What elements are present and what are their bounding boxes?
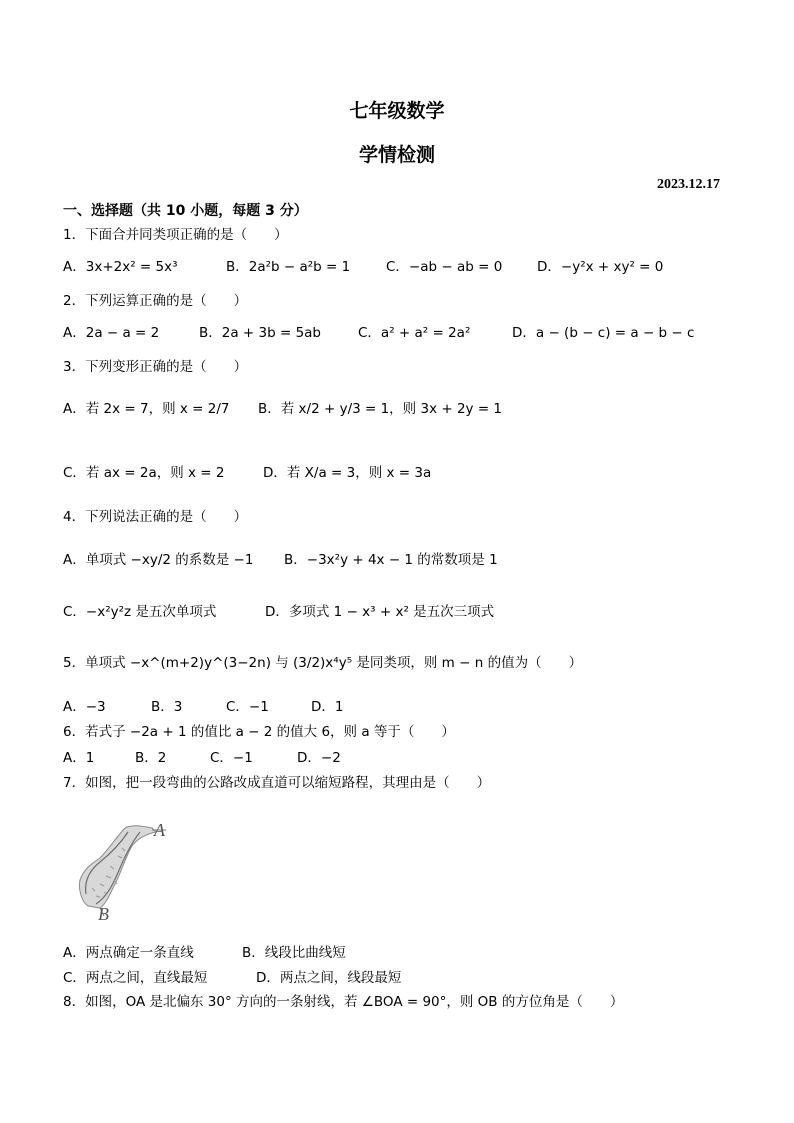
q1-option-c: C．−ab − ab = 0 xyxy=(386,259,503,275)
q2-option-a: A．2a − a = 2 xyxy=(63,325,160,341)
q5-option-b: B．3 xyxy=(151,699,183,715)
exam-date: 2023.12.17 xyxy=(657,177,720,192)
q5-option-a: A．−3 xyxy=(63,699,106,715)
section-heading: 一、选择题（共 10 小题，每题 3 分） xyxy=(63,203,308,219)
q6-option-d: D．−2 xyxy=(297,750,341,766)
q6-option-c: C．−1 xyxy=(210,750,253,766)
curved-road-figure xyxy=(70,818,180,930)
q7-option-c: C．两点之间，直线最短 xyxy=(63,970,208,986)
q1-option-a: A．3x+2x² = 5x³ xyxy=(63,259,178,275)
figure-label-a: A xyxy=(154,820,165,840)
q4-option-a: A．单项式 −xy/2 的系数是 −1 xyxy=(63,552,254,568)
q1-option-b: B．2a²b − a²b = 1 xyxy=(226,259,351,275)
q3-option-c: C．若 ax = 2a，则 x = 2 xyxy=(63,465,225,481)
q6-option-b: B．2 xyxy=(135,750,167,766)
q2-option-c: C．a² + a² = 2a² xyxy=(358,325,471,341)
question-3-stem: 3．下列变形正确的是（ ） xyxy=(63,359,248,375)
q5-option-c: C．−1 xyxy=(226,699,269,715)
question-2-stem: 2．下列运算正确的是（ ） xyxy=(63,293,248,309)
q4-option-c: C．−x²y²z 是五次单项式 xyxy=(63,604,217,620)
q4-option-d: D．多项式 1 − x³ + x² 是五次三项式 xyxy=(265,604,495,620)
question-8-stem: 8．如图，OA 是北偏东 30° 方向的一条射线，若 ∠BOA = 90°，则 OB 的方位角是（ ） xyxy=(63,994,624,1010)
q5-option-d: D．1 xyxy=(311,699,344,715)
question-4-stem: 4．下列说法正确的是（ ） xyxy=(63,509,248,525)
question-6-stem: 6．若式子 −2a + 1 的值比 a − 2 的值大 6，则 a 等于（ ） xyxy=(63,724,455,740)
q7-option-b: B．线段比曲线短 xyxy=(242,945,346,961)
exam-subtitle: 学情检测 xyxy=(358,144,435,166)
question-1-stem: 1．下面合并同类项正确的是（ ） xyxy=(63,227,288,243)
q7-option-a: A．两点确定一条直线 xyxy=(63,945,194,961)
q2-option-b: B．2a + 3b = 5ab xyxy=(199,325,322,341)
question-5-stem: 5．单项式 −x^(m+2)y^(3−2n) 与 (3/2)x⁴y⁵ 是同类项，则 m − n 的值为（ ） xyxy=(63,655,583,671)
q6-option-a: A．1 xyxy=(63,750,95,766)
figure-label-b: B xyxy=(98,904,109,924)
q3-option-d: D．若 X/a = 3，则 x = 3a xyxy=(263,465,432,481)
question-7-stem: 7．如图，把一段弯曲的公路改成直道可以缩短路程，其理由是（ ） xyxy=(63,775,491,791)
q7-option-d: D．两点之间，线段最短 xyxy=(256,970,402,986)
q3-option-a: A．若 2x = 7，则 x = 2/7 xyxy=(63,401,230,417)
q3-option-b: B．若 x/2 + y/3 = 1，则 3x + 2y = 1 xyxy=(258,401,503,417)
exam-title: 七年级数学 xyxy=(349,100,445,122)
q2-option-d: D．a − (b − c) = a − b − c xyxy=(512,325,695,341)
q4-option-b: B．−3x²y + 4x − 1 的常数项是 1 xyxy=(284,552,498,568)
q1-option-d: D．−y²x + xy² = 0 xyxy=(537,259,664,275)
